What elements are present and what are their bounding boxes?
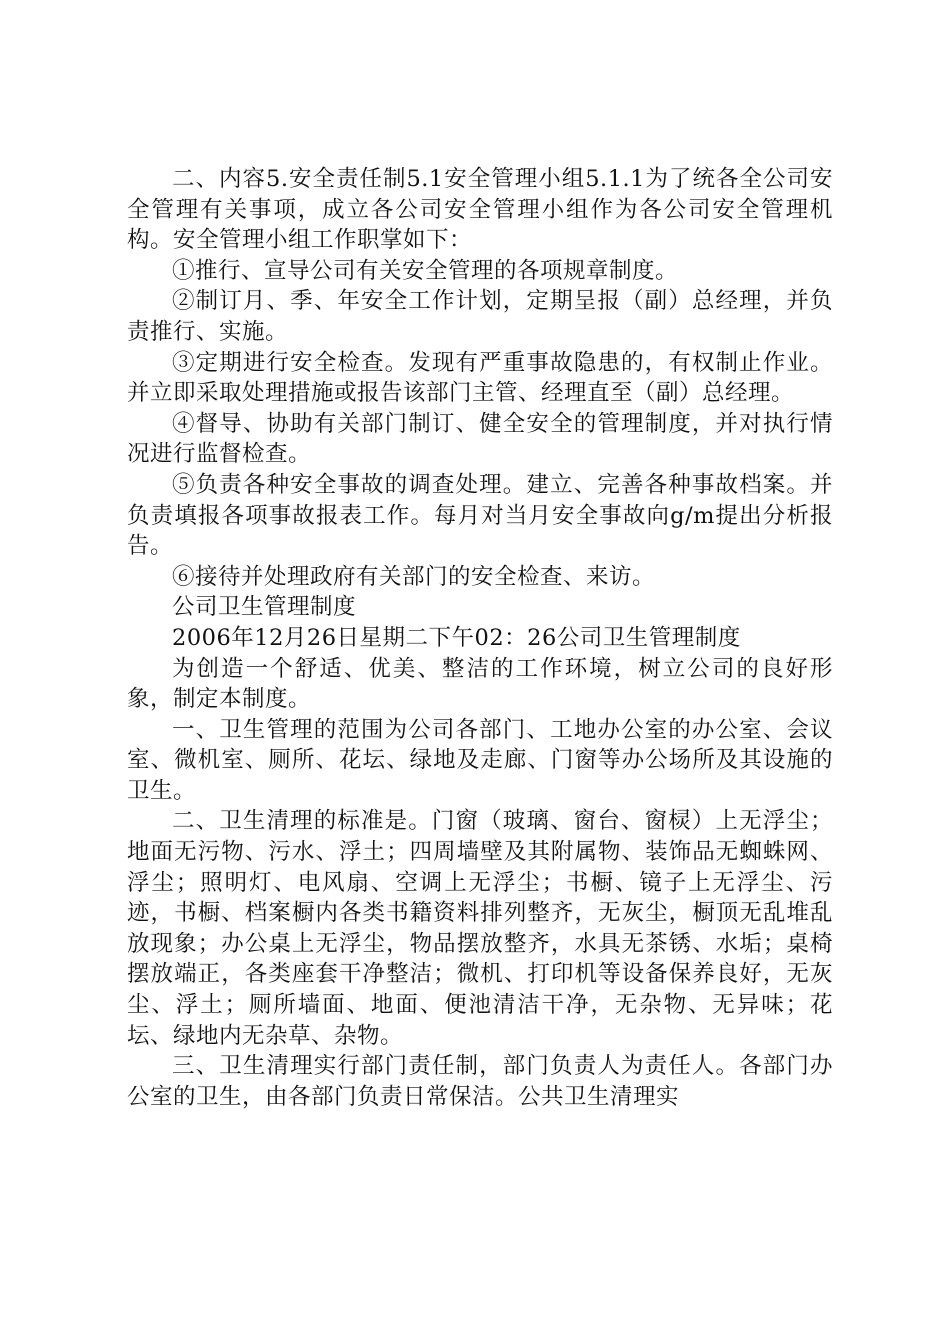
paragraph-date-line: 2006年12月26日星期二下午02：26公司卫生管理制度 bbox=[172, 624, 741, 651]
paragraph-duty-2: ②制订月、季、年安全工作计划，定期呈报（副）总经理，并负责推行、实施。 bbox=[127, 288, 833, 345]
paragraph-hygiene-responsibility: 三、卫生清理实行部门责任制，部门负责人为责任人。各部门办公室的卫生，由各部门负责日常保洁。公共卫生清理实 bbox=[127, 1053, 833, 1110]
paragraph-duty-3: ③定期进行安全检查。发现有严重事故隐患的，有权制止作业。并立即采取处理措施或报告该部门主管、经理直至（副）总经理。 bbox=[127, 349, 833, 407]
paragraph-hygiene-scope: 一、卫生管理的范围为公司各部门、工地办公室的办公室、会议室、微机室、厕所、花坛、绿地及走廊、门窗等办公场所及其设施的卫生。 bbox=[127, 716, 833, 804]
paragraph-safety-group-intro: 二、内容5.安全责任制5.1安全管理小组5.1.1为了统各全公司安全管理有关事项，成立各公司安全管理小组作为各公司安全管理机构。安全管理小组工作职掌如下： bbox=[127, 166, 833, 254]
document-body bbox=[127, 164, 833, 1112]
paragraph-duty-5: ⑤负责各种安全事故的调查处理。建立、完善各种事故档案。并负责填报各项事故报表工作。每月对当月安全事故向g/m提出分析报告。 bbox=[127, 471, 833, 560]
paragraph-duty-1: ①推行、宣导公司有关安全管理的各项规章制度。 bbox=[172, 257, 679, 284]
section-title-hygiene: 公司卫生管理制度 bbox=[172, 594, 357, 621]
paragraph-hygiene-purpose: 为创造一个舒适、优美、整洁的工作环境，树立公司的良好形象，制定本制度。 bbox=[127, 655, 833, 713]
paragraph-duty-4: ④督导、协助有关部门制订、健全安全的管理制度，并对执行情况进行监督检查。 bbox=[127, 410, 833, 468]
paragraph-duty-6: ⑥接待并处理政府有关部门的安全检查、来访。 bbox=[172, 563, 656, 590]
paragraph-hygiene-standard: 二、卫生清理的标准是。门窗（玻璃、窗台、窗棂）上无浮尘；地面无污物、污水、浮土；四周墙壁及其附属物、装饰品无蜘蛛网、浮尘；照明灯、电风扇、空调上无浮尘；书橱、镜子上无浮尘、污迹，书橱、档案橱内各类书籍资料排列整齐，无灰尘，橱顶无乱堆乱放现象；办公桌上无浮尘，物品摆放整齐，水具无茶锈、水垢；桌椅摆放端正，各类座套干净整洁；微机、打印机等设备保养良好，无灰尘、浮土；厕所墙面、地面、便池清洁干净，无杂物、无异味；花坛、绿地内无杂草、杂物。 bbox=[127, 808, 833, 1049]
